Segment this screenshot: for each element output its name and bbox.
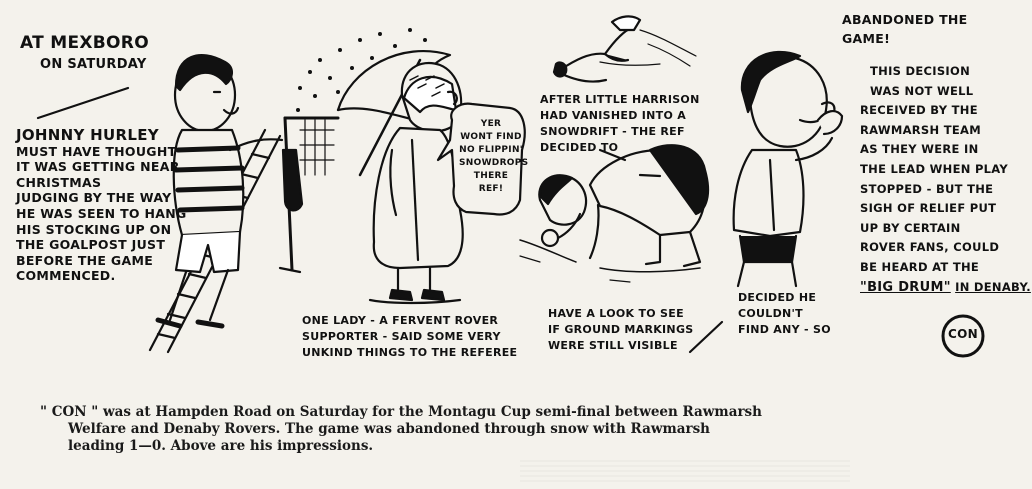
caption-line-2: Welfare and Denaby Rovers. The game was abandoned through snow with Rawmarsh (68, 421, 711, 437)
signature-con: CON (948, 327, 978, 341)
markings-line: WERE STILL VISIBLE (548, 339, 678, 352)
print-smudge (520, 458, 850, 482)
harrison-text (540, 92, 700, 156)
hurley-text (16, 128, 187, 284)
couldnt-line: COULDN'T (738, 307, 803, 320)
lady-caption-line: SUPPORTER - SAID SOME VERY (302, 330, 501, 343)
speech-line: WONT FIND (460, 132, 522, 142)
couldnt-text (738, 290, 831, 338)
lady-caption-line: UNKIND THINGS TO THE REFEREE (302, 346, 518, 359)
manager-figure (734, 52, 842, 286)
speech-line: SNOWDROPS (459, 158, 529, 168)
speech-line: REF! (478, 184, 504, 194)
speech-line: THERE (473, 171, 509, 181)
decision-line: THE LEAD WHEN PLAY (860, 161, 1009, 176)
hurley-line: IT WAS GETTING NEAR (16, 159, 180, 175)
title-line-1: AT MEXBORO (20, 33, 149, 53)
referee-figure (520, 145, 708, 282)
hurley-line: JUDGING BY THE WAY (16, 190, 172, 206)
hurley-line: HE WAS SEEN TO HANG (16, 205, 187, 221)
hurley-line: CHRISTMAS (16, 174, 102, 190)
harrison-line: SNOWDRIFT - THE REF (540, 125, 685, 138)
decision-line: SIGH OF RELIEF PUT (860, 201, 997, 216)
decision-line: STOPPED - BUT THE (860, 181, 994, 196)
couldnt-line: FIND ANY - SO (738, 323, 831, 336)
hurley-line: MUST HAVE THOUGHT (16, 143, 177, 159)
lady-figure (338, 51, 463, 303)
hurley-line: BEFORE THE GAME (16, 252, 154, 268)
hurley-line: HIS STOCKING UP ON (16, 221, 172, 237)
newspaper-caption (40, 404, 1000, 455)
decision-line: RECEIVED BY THE (860, 103, 978, 118)
decision-line-last (860, 278, 1031, 298)
harrison-line: DECIDED TO (540, 141, 619, 154)
speech-line: NO FLIPPIN' (459, 145, 523, 155)
big-drum-text: "BIG DRUM" (860, 279, 951, 295)
couldnt-line: DECIDED HE (738, 291, 817, 304)
goalpost (280, 118, 338, 272)
decision-line: RAWMARSH TEAM (860, 122, 981, 137)
harrison-line: HAD VANISHED INTO A (540, 109, 687, 122)
lady-caption (302, 313, 517, 361)
lady-speech-text (459, 118, 529, 196)
decision-line: UP BY CERTAIN (860, 220, 961, 235)
abandoned-line: ABANDONED THE (842, 12, 968, 27)
title-line-2: ON SATURDAY (40, 57, 147, 72)
hurley-line: JOHNNY HURLEY (16, 126, 159, 144)
hurley-line: THE GOALPOST JUST (16, 237, 166, 253)
caption-line-1: " CON " was at Hampden Road on Saturday for the Montagu Cup semi-final between Rawmarsh (40, 404, 762, 420)
decision-line: THIS DECISION (870, 64, 971, 78)
lady-caption-line: ONE LADY - A FERVENT ROVER (302, 314, 499, 327)
decision-line: BE HEARD AT THE (860, 259, 980, 274)
markings-line: HAVE A LOOK TO SEE (548, 307, 684, 320)
abandoned-line: GAME! (842, 31, 891, 46)
decision-line: ROVER FANS, COULD (860, 240, 1000, 255)
hurley-line: COMMENCED. (16, 268, 116, 284)
harrison-line: AFTER LITTLE HARRISON (540, 93, 700, 106)
harrison-legs (554, 16, 696, 81)
title-underline (38, 88, 128, 118)
abandoned-title (842, 10, 968, 48)
in-denaby-text: IN DENABY. (955, 279, 1031, 294)
decision-text (860, 62, 1031, 297)
decision-line: WAS NOT WELL (870, 83, 974, 98)
speech-line: YER (480, 119, 502, 129)
decision-line: AS THEY WERE IN (860, 142, 979, 157)
markings-line: IF GROUND MARKINGS (548, 323, 694, 336)
caption-line-3: leading 1—0. Above are his impressions. (68, 438, 374, 454)
markings-text (548, 306, 694, 354)
